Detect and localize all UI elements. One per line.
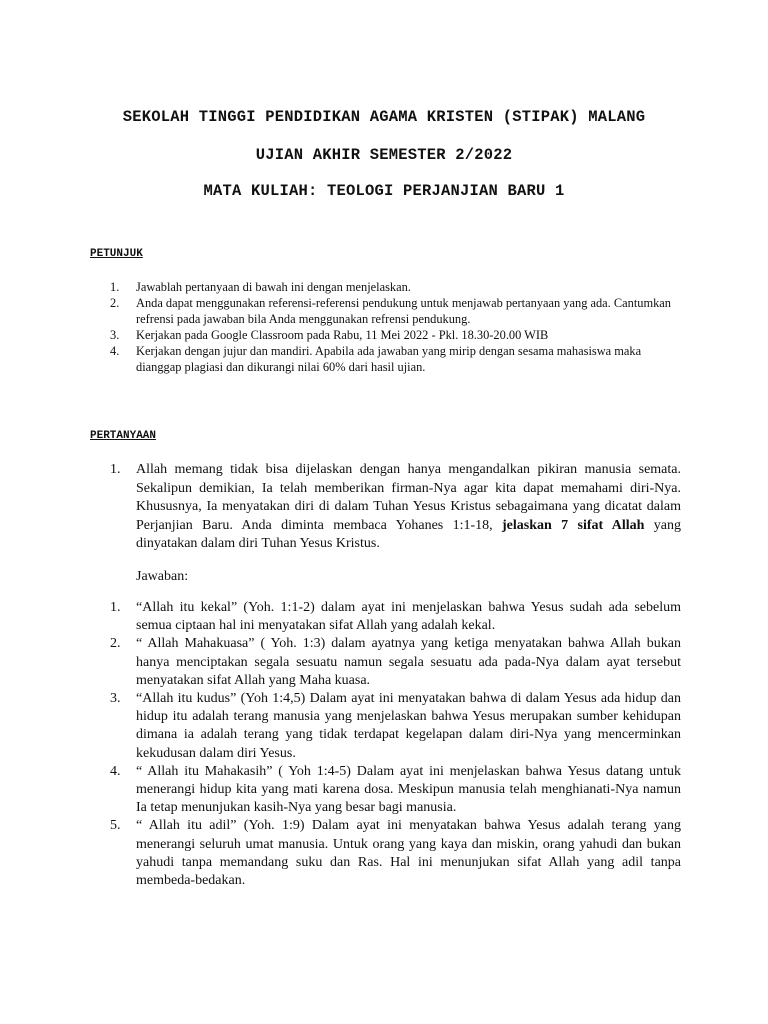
instruction-list [110,279,681,375]
question-emphasis: jelaskan 7 sifat Allah [502,517,645,533]
exam-title: UJIAN AKHIR SEMESTER 2/2022 [255,146,513,164]
instruction-item: 4. Kerjakan dengan jujur dan mandiri. Apabila ada jawaban yang mirip dengan sesama mahasiswa maka dianggap plagiasi dan dikurangi nilai 60% dari hasil ujian. [110,344,642,374]
instruction-item: 3. Kerjakan pada Google Classroom pada Rabu, 11 Mei 2022 - Pkl. 18.30-20.00 WIB [110,328,549,342]
answer-item: 4. “ Allah itu Mahakasih” ( Yoh 1:4-5) Dalam ayat ini menjelaskan bahwa Yesus datang untuk menerangi hidup kita yang mati karena dosa. Meskipun manusia telah menghianati-Nya namun Ia tetap menunjukan kasih-Nya yang besar bagi manusia. [110,763,681,816]
petunjuk-title: PETUNJUK [90,248,143,260]
answer-item: 3. “Allah itu kudus” (Yoh 1:4,5) Dalam ayat ini menyatakan bahwa di dalam Yesus ada hidup dan hidup itu adalah terang manusia yang menjelaskan bahwa Yesus merupakan sumber kehidupan dimana ia adalah terang yang tidak terdapat kegelapan dalam diri-Nya yang mencerminkan kekudusan dalam diri Yesus. [110,691,681,761]
answer-item: 2. “ Allah Mahakuasa” ( Yoh. 1:3) dalam ayatnya yang ketiga menyatakan bahwa Allah bukan hanya menciptakan segala sesuatu namun segala sesuatu ada pada-Nya dalam ayat tersebut menyatakan sifat Allah yang Maha kuasa. [110,636,681,688]
answer-item: 1. “Allah itu kekal” (Yoh. 1:1-2) dalam ayat ini menjelaskan bahwa Yesus sudah ada sebelum semua ciptaan hal ini menyatakan sifat Allah yang adalah kekal. [110,600,681,634]
instruction-item: 1. Jawablah pertanyaan di bawah ini dengan menjelaskan. [110,280,411,294]
instruction-item: 2. Anda dapat menggunakan referensi-referensi pendukung untuk menjawab pertanyaan yang ada. Cantumkan refrensi pada jawaban bila Anda menggunakan refrensi pendukung. [110,296,672,326]
answer-item: 5. “ Allah itu adil” (Yoh. 1:9) Dalam ayat ini menyatakan bahwa Yesus adalah terang yang menerangi seluruh umat manusia. Untuk orang yang kaya dan miskin, orang yahudi dan bukan yahudi tanpa memandang suku dan Ras. Hal ini menunjukan sifat Allah yang adil tanpa membeda-bedakan. [110,818,681,889]
course-title: MATA KULIAH: TEOLOGI PERJANJIAN BARU 1 [203,182,565,200]
answer-list [110,599,681,890]
question-list [110,461,681,554]
question-item: 1. Allah memang tidak bisa dijelaskan dengan hanya mengandalkan pikiran manusia semata. Sekalipun demikian, Ia telah memberikan firman-Nya agar kita dapat memahami diri-Nya. Khususnya, Ia menyatakan diri di dalam Tuhan Yesus Kristus sebagaimana yang dicatat dalam Perjanjian Baru. Anda diminta membaca Yohanes 1:1-18, jelaskan 7 sifat Allah yang dinyatakan dalam diri Tuhan Yesus Kristus. [110,462,681,551]
pertanyaan-title: PERTANYAAN [90,430,157,442]
answer-label: Jawaban: [136,569,189,584]
institution-title: SEKOLAH TINGGI PENDIDIKAN AGAMA KRISTEN (STIPAK) MALANG [122,108,646,126]
